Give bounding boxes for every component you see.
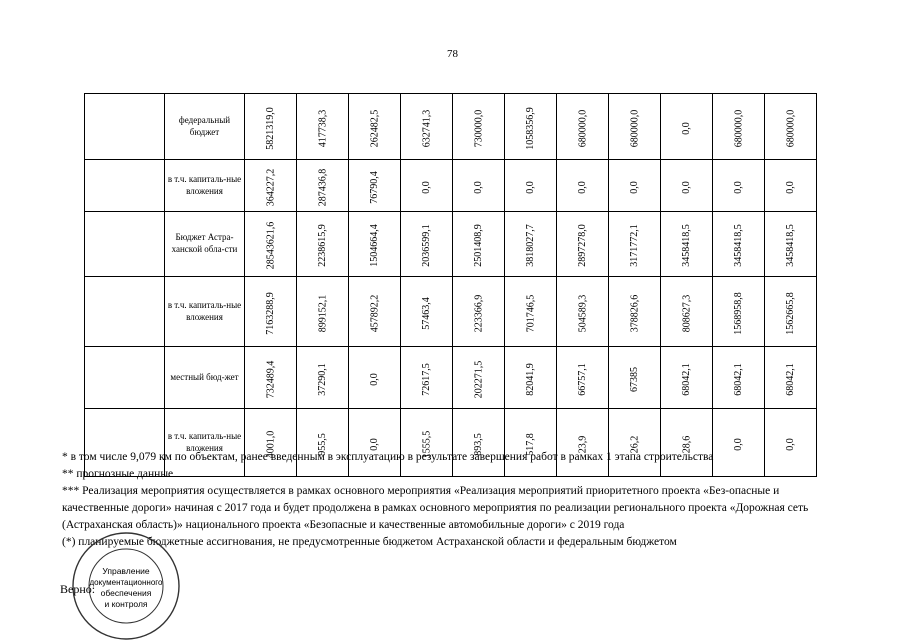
value-cell	[609, 212, 661, 277]
empty-cell	[85, 277, 165, 347]
value-text: 202271,5	[473, 360, 484, 398]
value-cell	[401, 277, 453, 347]
value-text: 364227,2	[265, 168, 276, 206]
value-cell	[297, 277, 349, 347]
row-label: Бюджет Астра-ханской обла-сти	[165, 212, 245, 277]
empty-cell	[85, 212, 165, 277]
value-cell	[401, 160, 453, 212]
empty-cell	[85, 94, 165, 160]
value-cell	[505, 347, 557, 409]
table-row	[85, 94, 817, 160]
value-cell	[245, 347, 297, 409]
value-cell	[661, 160, 713, 212]
value-cell	[297, 347, 349, 409]
value-text: 0,0	[733, 437, 744, 451]
value-text: 0,0	[681, 121, 692, 135]
value-cell	[661, 277, 713, 347]
value-text: 1555,5	[421, 430, 432, 458]
value-text: 955,5	[317, 432, 328, 456]
value-text: 899152,1	[317, 294, 328, 332]
footnote-1: * в том числе 9,079 км по объектам, ранее введенным в эксплуатацию в результате завершения работ в рамках 1 этапа строительства	[62, 451, 714, 463]
value-text: 808627,3	[681, 294, 692, 332]
value-text: 28,6	[681, 435, 692, 453]
stamp-line-3: обеспечения	[100, 588, 152, 598]
value-text: 3818027,7	[525, 224, 536, 267]
table-row	[85, 277, 817, 347]
value-cell	[609, 347, 661, 409]
value-text: 82041,9	[525, 362, 536, 396]
value-text: 0,0	[577, 180, 588, 194]
value-text: 0,0	[369, 437, 380, 451]
value-cell	[713, 277, 765, 347]
value-text: 0,0	[629, 180, 640, 194]
value-text: 730000,0	[473, 109, 484, 147]
budget-table	[84, 93, 817, 477]
value-cell	[765, 94, 817, 160]
value-cell	[401, 94, 453, 160]
value-cell	[245, 160, 297, 212]
value-cell	[505, 160, 557, 212]
value-text: 68042,1	[785, 362, 796, 396]
value-text: 3171772,1	[629, 224, 640, 267]
signature-label: Верно:	[60, 582, 96, 596]
table-row	[85, 347, 817, 409]
value-cell	[349, 212, 401, 277]
value-text: 5821319,0	[265, 106, 276, 150]
value-cell	[765, 160, 817, 212]
value-text: 66757,1	[577, 362, 588, 396]
value-cell	[453, 94, 505, 160]
value-text: 0,0	[473, 180, 484, 194]
value-cell	[349, 347, 401, 409]
value-cell	[557, 277, 609, 347]
value-cell	[765, 347, 817, 409]
value-cell	[453, 347, 505, 409]
value-cell	[297, 160, 349, 212]
stamp-line-2: документационного	[89, 578, 163, 587]
value-cell	[349, 94, 401, 160]
value-cell	[609, 94, 661, 160]
value-text: 0,0	[369, 372, 380, 386]
value-cell	[401, 212, 453, 277]
row-label: в т.ч. капиталь-ные вложения	[165, 277, 245, 347]
value-text: 1568958,8	[733, 291, 744, 335]
value-cell	[661, 212, 713, 277]
value-text: 632741,3	[421, 109, 432, 147]
value-text: 1562665,8	[785, 291, 796, 335]
value-text: 504589,3	[577, 294, 588, 332]
value-cell	[505, 212, 557, 277]
value-text: 0,0	[733, 180, 744, 194]
value-text: 732489,4	[265, 360, 276, 398]
value-text: 262482,5	[369, 109, 380, 147]
value-cell	[609, 277, 661, 347]
value-text: 893,5	[473, 432, 484, 456]
value-cell	[713, 347, 765, 409]
value-cell	[453, 277, 505, 347]
value-cell	[245, 212, 297, 277]
value-cell	[245, 277, 297, 347]
value-text: 223366,9	[473, 294, 484, 332]
value-cell	[349, 160, 401, 212]
value-cell	[557, 347, 609, 409]
value-text: 457892,2	[369, 294, 380, 332]
value-text: 378826,6	[629, 294, 640, 332]
footnote-2: ** прогнозные данные	[62, 468, 174, 480]
value-text: 57463,4	[421, 296, 432, 330]
value-text: 23,9	[577, 435, 588, 453]
value-cell	[557, 160, 609, 212]
value-cell	[505, 277, 557, 347]
empty-cell	[85, 347, 165, 409]
value-text: 67385	[629, 366, 640, 392]
value-cell	[557, 212, 609, 277]
value-text: 68042,1	[681, 362, 692, 396]
value-cell	[661, 94, 713, 160]
value-cell	[713, 94, 765, 160]
value-text: 0,0	[421, 180, 432, 194]
value-text: 68042,1	[733, 362, 744, 396]
value-text: 1504664,4	[369, 224, 380, 267]
value-text: 26,2	[629, 435, 640, 453]
value-text: 4001,0	[265, 430, 276, 458]
value-text: 2238615,9	[317, 224, 328, 267]
value-cell	[401, 347, 453, 409]
value-text: 0,0	[525, 180, 536, 194]
value-cell	[765, 277, 817, 347]
footnote-3: *** Реализация мероприятия осуществляется в рамках основного мероприятия «Реализация мероприятий приоритетного проекта «Без-опасные и качественные дороги» начиная с 2017 года и будет продолжена в рамках основного мероприятия по реализации регионального проекта «Дорожная сеть (Астраханская область)» национального проекта «Безопасные и качественные автомобильные дороги» с 2019 года	[62, 485, 809, 531]
value-text: 2897278,0	[577, 224, 588, 267]
value-text: 76790,4	[369, 170, 380, 204]
value-text: 0,0	[785, 437, 796, 451]
value-text: 1058356,9	[525, 106, 536, 150]
footnote-4: (*) планируемые бюджетные ассигнования, не предусмотренные бюджетом Астраханской области и федеральным бюджетом	[62, 536, 677, 548]
value-text: 417738,3	[317, 109, 328, 147]
value-cell	[297, 212, 349, 277]
row-label: местный бюд-жет	[165, 347, 245, 409]
value-text: 3458418,5	[681, 224, 692, 267]
value-text: 287436,8	[317, 168, 328, 206]
empty-cell	[85, 160, 165, 212]
value-cell	[245, 94, 297, 160]
value-text: 680000,0	[629, 109, 640, 147]
page-number: 78	[447, 48, 458, 60]
row-label: федеральный бюджет	[165, 94, 245, 160]
value-text: 680000,0	[733, 109, 744, 147]
value-cell	[765, 212, 817, 277]
value-text: 72617,5	[421, 362, 432, 396]
value-cell	[713, 212, 765, 277]
value-text: 680000,0	[577, 109, 588, 147]
value-text: 517,8	[525, 432, 536, 456]
value-cell	[505, 94, 557, 160]
value-text: 37290,1	[317, 362, 328, 396]
table-row	[85, 212, 817, 277]
value-cell	[453, 212, 505, 277]
value-text: 0,0	[681, 180, 692, 194]
stamp-line-1: Управление	[102, 566, 150, 576]
value-text: 2501408,9	[473, 224, 484, 267]
value-cell	[349, 277, 401, 347]
value-cell	[453, 160, 505, 212]
row-label: в т.ч. капиталь-ные вложения	[165, 160, 245, 212]
value-cell	[713, 160, 765, 212]
value-text: 3458418,5	[785, 224, 796, 267]
value-cell	[609, 160, 661, 212]
value-text: 680000,0	[785, 109, 796, 147]
value-text: 28543621,6	[265, 221, 276, 270]
value-text: 2036599,1	[421, 224, 432, 267]
row-label: в т.ч. капиталь-ные вложения	[165, 409, 245, 477]
table-row	[85, 160, 817, 212]
value-cell	[661, 347, 713, 409]
stamp-line-4: и контроля	[104, 599, 148, 609]
value-cell	[557, 94, 609, 160]
value-text: 0,0	[785, 180, 796, 194]
value-text: 3458418,5	[733, 224, 744, 267]
value-cell	[297, 94, 349, 160]
value-text: 7163288,9	[265, 291, 276, 335]
value-text: 701746,5	[525, 294, 536, 332]
